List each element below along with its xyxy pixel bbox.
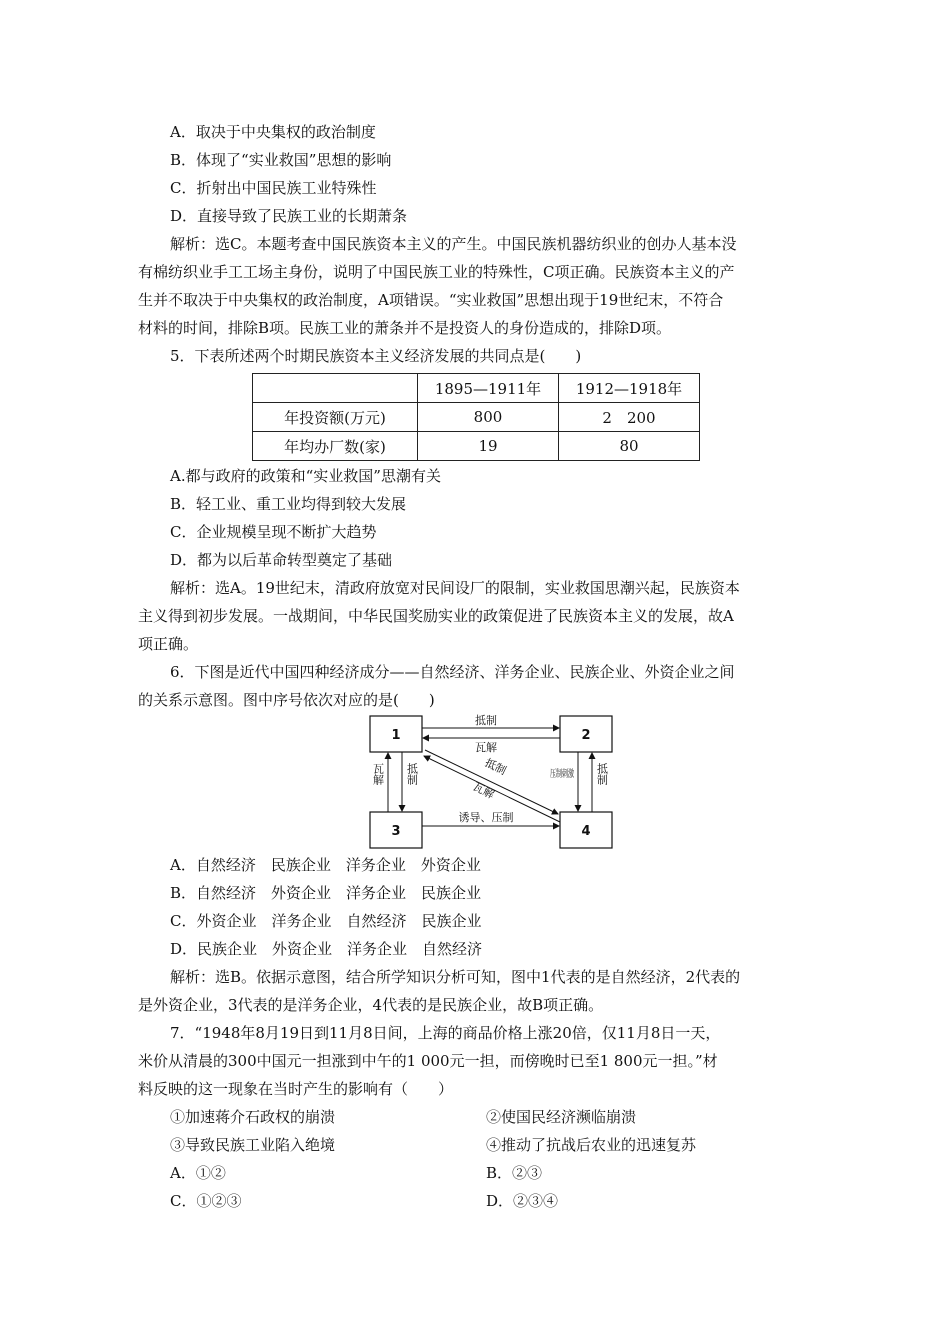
q7-option-b: B．②③ (486, 1164, 543, 1182)
node-label-4: 4 (581, 824, 591, 839)
q6-stem-line: 6．下图是近代中国四种经济成分——自然经济、洋务企业、民族企业、外资企业之间 (170, 663, 735, 681)
q5-option-a: A.都与政府的政策和“实业救国”思潮有关 (170, 467, 441, 485)
label-right-a: 压制刺激 (550, 769, 590, 780)
table-cell: 1895—1911年 (418, 374, 559, 403)
label-top-back: 瓦解 (475, 741, 497, 754)
label-bottom: 诱导、压制 (458, 811, 514, 824)
q5-analysis-line: 项正确。 (138, 635, 199, 653)
q6-analysis-line: 解析：选B。依据示意图，结合所学知识分析可知，图中1代表的是自然经济，2代表的 (170, 968, 741, 986)
label-left-b: 抵制 (405, 763, 419, 785)
table-cell: 2 200 (559, 403, 700, 432)
q7-stem-line: 7．“1948年8月19日到11月8日间，上海的商品价格上涨20倍，仅11月8日一天， (170, 1024, 721, 1042)
q5-option-d: D．都为以后革命转型奠定了基础 (170, 551, 393, 569)
q4-analysis-line: 解析：选C。本题考查中国民族资本主义的产生。中国民族机器纺织业的创办人基本没 (170, 235, 737, 253)
q6-option-c: C．外资企业 洋务企业 自然经济 民族企业 (170, 912, 482, 930)
q5-analysis-line: 主义得到初步发展。一战期间，中华民国奖励实业的政策促进了民族资本主义的发展，故A (138, 607, 734, 625)
label-left-a: 瓦解 (371, 763, 385, 785)
q7-option-a: A．①② (170, 1164, 226, 1182)
economy-relation-diagram (366, 710, 618, 852)
table-cell: 800 (418, 403, 559, 432)
q6-stem-line: 的关系示意图。图中序号依次对应的是( ) (138, 691, 435, 709)
q4-option-c: C．折射出中国民族工业特殊性 (170, 179, 377, 197)
node-label-3: 3 (391, 824, 401, 839)
table-cell: 1912—1918年 (559, 374, 700, 403)
node-label-1: 1 (391, 728, 401, 743)
label-top-forward: 抵制 (475, 714, 497, 727)
q4-option-d: D．直接导致了民族工业的长期萧条 (170, 207, 408, 225)
table-header-row (253, 374, 700, 403)
q7-option-d: D．②③④ (486, 1192, 559, 1210)
q4-option-b: B．体现了“实业救国”思想的影响 (170, 151, 392, 169)
q4-option-a: A．取决于中央集权的政治制度 (170, 123, 376, 141)
q7-item-1: ①加速蒋介石政权的崩溃 (170, 1108, 336, 1126)
table-cell: 19 (418, 432, 559, 461)
q6-option-a: A．自然经济 民族企业 洋务企业 外资企业 (170, 856, 481, 874)
q7-stem-line: 米价从清晨的300中国元一担涨到中午的1 000元一担，而傍晚时已至1 800元一担。”材 (138, 1052, 718, 1070)
label-diag-b: 瓦解 (470, 780, 497, 802)
q7-item-3: ③导致民族工业陷入绝境 (170, 1136, 336, 1154)
table-row (253, 403, 700, 432)
node-label-2: 2 (581, 728, 591, 743)
table-cell: 年均办厂数(家) (253, 432, 418, 461)
q5-stem: 5．下表所述两个时期民族资本主义经济发展的共同点是( ) (170, 347, 582, 365)
q6-option-d: D．民族企业 外资企业 洋务企业 自然经济 (170, 940, 483, 958)
q5-table (252, 373, 700, 461)
q4-analysis-line: 有棉纺织业手工工场主身份，说明了中国民族工业的特殊性，C项正确。民族资本主义的产 (138, 263, 735, 281)
q4-analysis-line: 生并不取决于中央集权的政治制度，A项错误。“实业救国”思想出现于19世纪末，不符合 (138, 291, 724, 309)
q4-analysis-line: 材料的时间，排除B项。民族工业的萧条并不是投资人的身份造成的，排除D项。 (138, 319, 672, 337)
q7-item-2: ②使国民经济濒临崩溃 (486, 1108, 637, 1126)
label-diag-a: 抵制 (482, 756, 509, 778)
label-right-b: 抵制 (595, 763, 609, 785)
q5-analysis-line: 解析：选A。19世纪末，清政府放宽对民间设厂的限制，实业救国思潮兴起，民族资本 (170, 579, 740, 597)
q7-item-4: ④推动了抗战后农业的迅速复苏 (486, 1136, 697, 1154)
q7-stem-line: 料反映的这一现象在当时产生的影响有（ ） (138, 1080, 454, 1098)
q5-option-c: C．企业规模呈现不断扩大趋势 (170, 523, 377, 541)
table-row (253, 432, 700, 461)
table-cell: 80 (559, 432, 700, 461)
q6-analysis-line: 是外资企业，3代表的是洋务企业，4代表的是民族企业，故B项正确。 (138, 996, 604, 1014)
table-cell: 年投资额(万元) (253, 403, 418, 432)
table-cell (253, 374, 418, 403)
q5-option-b: B．轻工业、重工业均得到较大发展 (170, 495, 407, 513)
q7-option-c: C．①②③ (170, 1192, 242, 1210)
q6-option-b: B．自然经济 外资企业 洋务企业 民族企业 (170, 884, 482, 902)
